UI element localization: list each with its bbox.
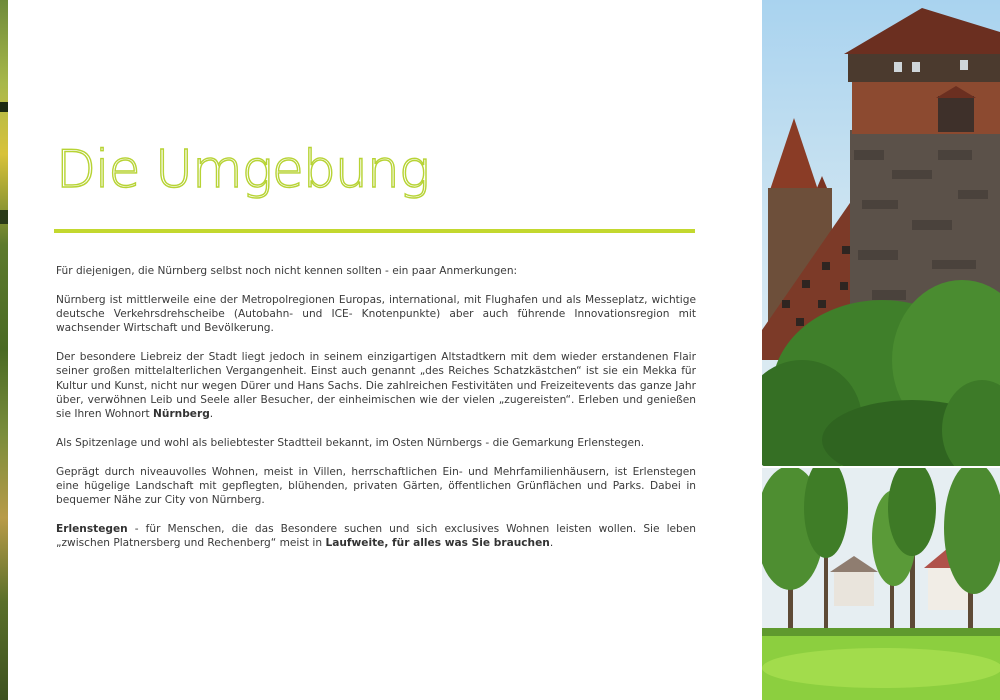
paragraph-end: .	[209, 408, 214, 421]
edge-mark	[0, 210, 8, 224]
park-illustration	[762, 468, 1000, 700]
paragraph-end: .	[549, 537, 554, 550]
paragraph-altstadt	[56, 350, 696, 421]
tower-illustration	[762, 0, 1000, 466]
edge-mark	[0, 102, 8, 112]
emphasis-erlenstegen: Erlenstegen	[56, 522, 128, 535]
emphasis-nuernberg: Nürnberg	[153, 408, 210, 421]
previous-page-edge	[0, 0, 8, 700]
emphasis-laufweite: Laufweite, für alles was Sie brauchen	[325, 537, 550, 550]
paragraph-erlenstegen	[56, 522, 696, 551]
paragraph-text: - für Menschen, die das Besondere suchen und sich exclusives Wohnen leisten wollen. Sie leben „zwischen Platnersberg und Rechenberg“ meist in	[56, 522, 696, 550]
medieval-tower-photo	[762, 0, 1000, 466]
intro-paragraph: Für diejenigen, die Nürnberg selbst noch nicht kennen sollten - ein paar Anmerkungen:	[56, 265, 518, 277]
paragraph-wohnen: Geprägt durch niveauvolles Wohnen, meist in Villen, herrschaftlichen Ein- und Mehrfamilienhäusern, ist Erlenstegen eine hügelige Landschaft mit gepflegten, blühenden, privaten Gärten, öffentlichen Grünflächen und Parks. Dabei in bequemer Nähe zur City von Nürnberg.	[56, 465, 696, 507]
paragraph-text: Der besondere Liebreiz der Stadt liegt jedoch in seinem einzigartigen Altstadtkern mit dem wieder erstandenen Flair seiner großen mittelalterlichen Vergangenheit. Einst auch genannt „des Reiches Schatzkästchen“ ist sie ein Mekka für Kultur und Kunst, nicht nur wegen Dürer und Hans Sachs. Die zahlreichen Festivitäten und Freizeitevents das ganze Jahr über, verwöhnen Leib und Seele aller Besucher, der einheimischen wie der vielen „zugereisten“. Erleben und genießen sie Ihren Wohnort	[56, 350, 696, 421]
title-underline	[54, 229, 695, 233]
paragraph-metropolregion: Nürnberg ist mittlerweile eine der Metropolregionen Europas, international, mit Flughafen und als Messeplatz, wichtige deutsche Verkehrsdrehscheibe (Autobahn- und ICE- Knotenpunkte) aber auch führende Innovationsregion mit wachsender Wirtschaft und Bevölkerung.	[56, 293, 696, 335]
text-page	[8, 0, 762, 700]
paragraph-spitzenlage: Als Spitzenlage und wohl als beliebtester Stadtteil bekannt, im Osten Nürnbergs - die Gemarkung Erlenstegen.	[56, 436, 645, 449]
page-title: Die Umgebung	[56, 140, 430, 200]
body-text	[56, 264, 696, 565]
park-villas-photo	[762, 468, 1000, 700]
